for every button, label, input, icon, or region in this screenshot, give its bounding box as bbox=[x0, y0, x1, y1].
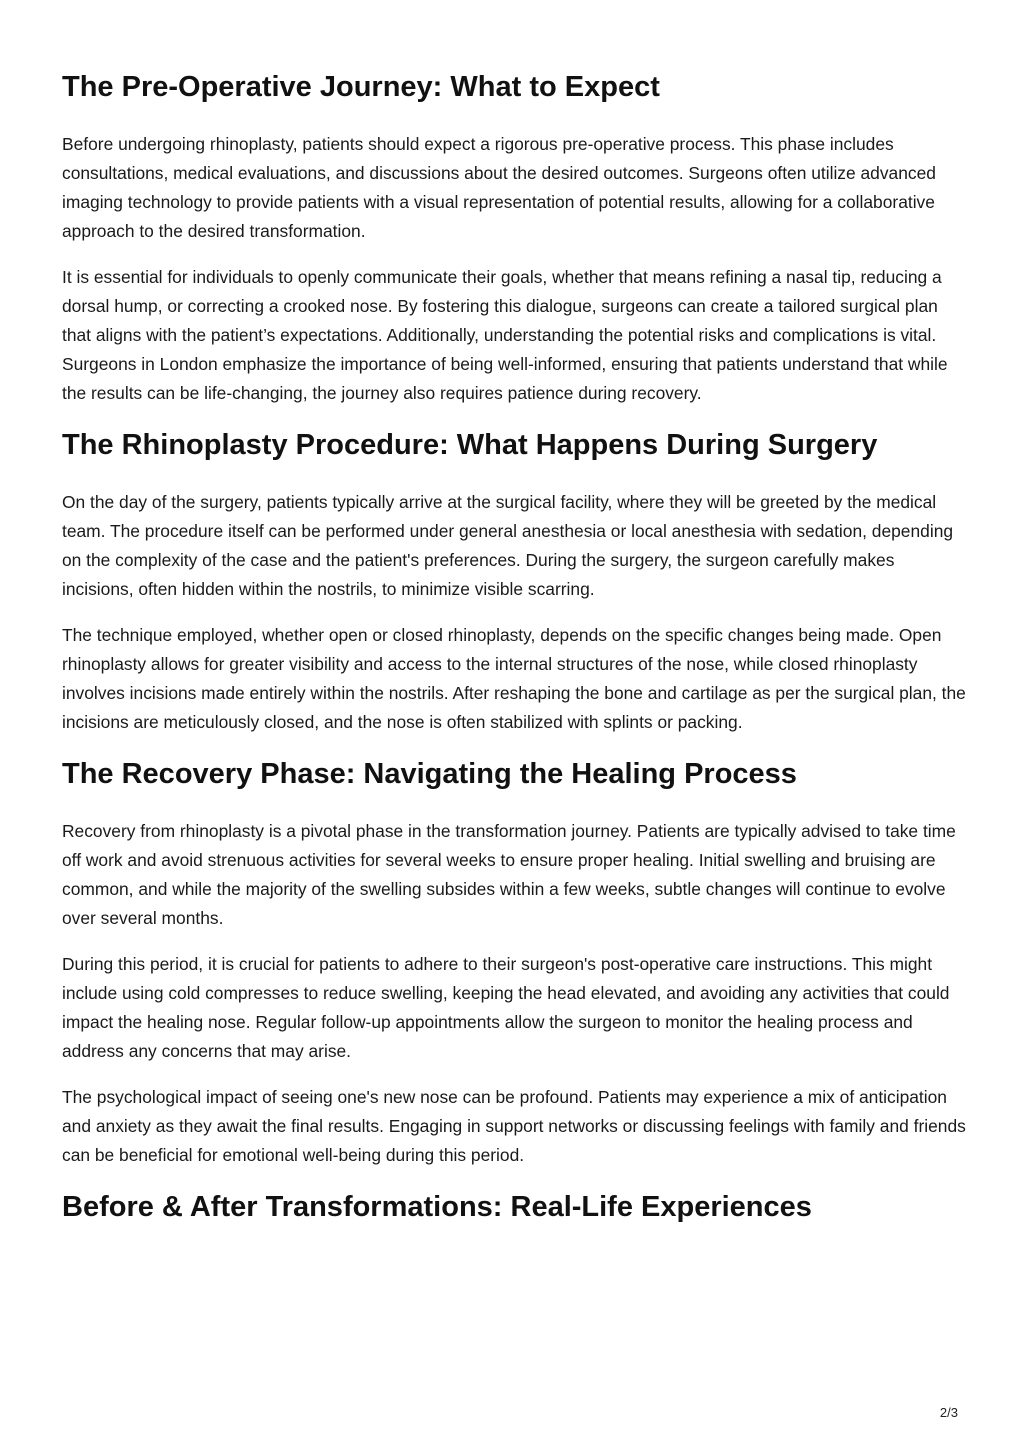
section-heading: The Rhinoplasty Procedure: What Happens During Surgery bbox=[62, 429, 878, 461]
section-heading: The Pre-Operative Journey: What to Expect bbox=[62, 71, 660, 103]
section-pre-operative bbox=[62, 67, 967, 408]
paragraph: Before undergoing rhinoplasty, patients should expect a rigorous pre-operative process. This phase includes consultations, medical evaluations, and discussions about the desired outcomes. Surgeons often utilize advanced imaging technology to provide patients with a visual representation of potential results, allowing for a collaborative approach to the desired transformation. bbox=[62, 134, 936, 241]
section-heading: Before & After Transformations: Real-Life Experiences bbox=[62, 1191, 812, 1223]
paragraph: The technique employed, whether open or closed rhinoplasty, depends on the specific changes being made. Open rhinoplasty allows for greater visibility and access to the internal structures of the nose, while closed rhinoplasty involves incisions made entirely within the nostrils. After reshaping the bone and cartilage as per the surgical plan, the incisions are meticulously closed, and the nose is often stabilized with splints or packing. bbox=[62, 625, 966, 732]
page-number: 2/3 bbox=[939, 1405, 958, 1420]
section-before-after bbox=[62, 1187, 967, 1227]
section-procedure bbox=[62, 425, 967, 737]
section-heading: The Recovery Phase: Navigating the Healing Process bbox=[62, 758, 797, 790]
section-recovery bbox=[62, 754, 967, 1170]
paragraph: During this period, it is crucial for patients to adhere to their surgeon's post-operative care instructions. This might include using cold compresses to reduce swelling, keeping the head elevated, and avoiding any activities that could impact the healing nose. Regular follow-up appointments allow the surgeon to monitor the healing process and address any concerns that may arise. bbox=[62, 954, 950, 1061]
paragraph: It is essential for individuals to openly communicate their goals, whether that means refining a nasal tip, reducing a dorsal hump, or correcting a crooked nose. By fostering this dialogue, surgeons can create a tailored surgical plan that aligns with the patient’s expectations. Additionally, understanding the potential risks and complications is vital. Surgeons in London emphasize the importance of being well-informed, ensuring that patients understand that while the results can be life-changing, the journey also requires patience during recovery. bbox=[62, 267, 948, 403]
paragraph: The psychological impact of seeing one's new nose can be profound. Patients may experience a mix of anticipation and anxiety as they await the final results. Engaging in support networks or discussing feelings with family and friends can be beneficial for emotional well-being during this period. bbox=[62, 1087, 966, 1165]
paragraph: On the day of the surgery, patients typically arrive at the surgical facility, where they will be greeted by the medical team. The procedure itself can be performed under general anesthesia or local anesthesia with sedation, depending on the complexity of the case and the patient's preferences. During the surgery, the surgeon carefully makes incisions, often hidden within the nostrils, to minimize visible scarring. bbox=[62, 492, 954, 599]
paragraph: Recovery from rhinoplasty is a pivotal phase in the transformation journey. Patients are typically advised to take time off work and avoid strenuous activities for several weeks to ensure proper healing. Initial swelling and bruising are common, and while the majority of the swelling subsides within a few weeks, subtle changes will continue to evolve over several months. bbox=[62, 821, 956, 928]
document-page bbox=[62, 67, 967, 1250]
